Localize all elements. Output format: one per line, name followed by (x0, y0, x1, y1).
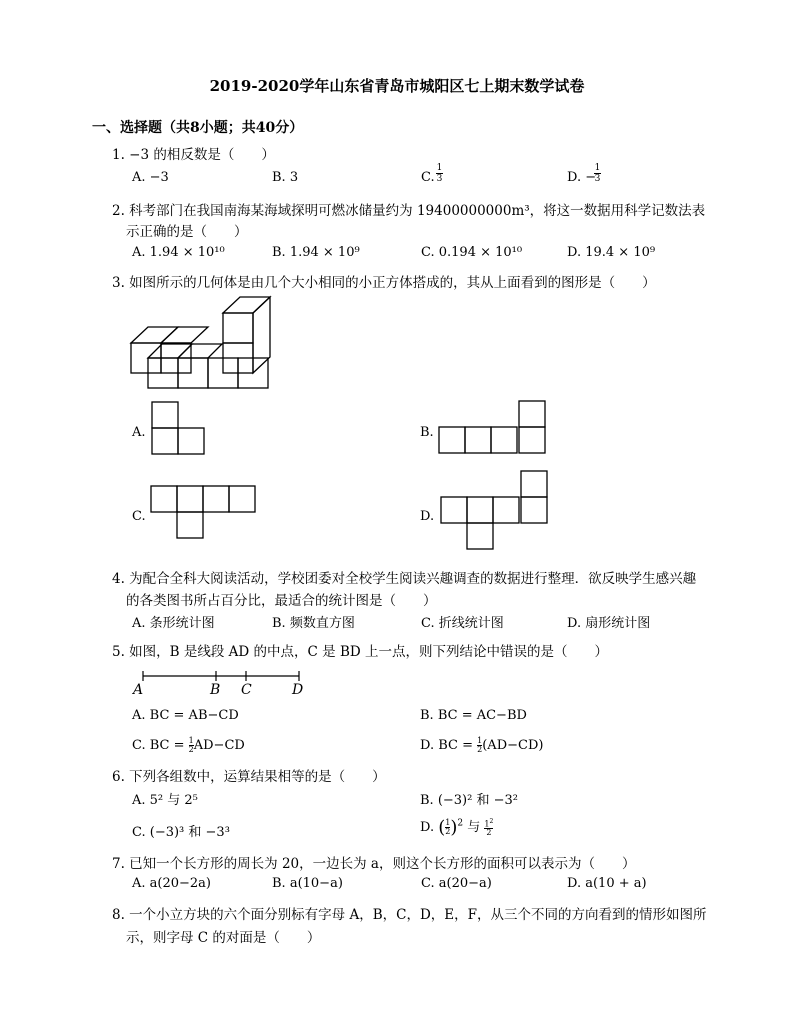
q3-option-a: A. (132, 425, 146, 440)
q6-d-paren: ( (438, 817, 446, 838)
q2-option-d: D. 19.4 × 10⁹ (567, 245, 656, 260)
frac-num: 1 (445, 818, 451, 827)
q6-option-a: A. 5² 与 2⁵ (132, 793, 198, 808)
q3-stem: 3. 如图所示的几何体是由几个大小相同的小正方体搭成的，其从上面看到的图形是（ ） (112, 275, 656, 291)
q5-point-d: D (292, 682, 304, 698)
cube-top (161, 327, 208, 343)
q6-d-prefix: D. (420, 820, 435, 835)
q2-stem-line1: 2. 科考部门在我国南海某海域探明可燃冰储量约为 19400000000m³，将这一数据用科学记数法表 (112, 203, 706, 219)
q4-option-c: C. 折线统计图 (421, 616, 504, 631)
q3-option-c: C. (132, 509, 146, 524)
frac-den: 3 (594, 174, 601, 184)
cube-face (223, 313, 253, 343)
q4-stem-line1: 4. 为配合全科大阅读活动，学校团委对全校学生阅读兴趣调查的数据进行整理．欲反映学生感兴趣 (112, 571, 697, 587)
q2-stem-line2: 示正确的是（ ） (126, 224, 248, 240)
q3-option-b: B. (420, 425, 434, 440)
frac-den: 3 (436, 174, 443, 184)
q5-option-d (420, 737, 543, 754)
q6-stem: 6. 下列各组数中，运算结果相等的是（ ） (112, 769, 386, 785)
q3-option-c-figure (151, 486, 255, 538)
cube-top (178, 344, 222, 358)
section-heading: 一、选择题（共8小题；共40分） (92, 120, 304, 136)
q1-option-a: A. −3 (132, 170, 169, 185)
q5-option-b: B. BC = AC−BD (420, 708, 527, 723)
q6-option-d: D. ( $\frac{1}{2}$ )$^2$ 与 $\frac{1^2}{2}$ (420, 817, 494, 838)
q4-option-d: D. 扇形统计图 (567, 616, 651, 631)
cube-top (131, 327, 178, 343)
q5-segment-figure (143, 671, 299, 681)
q2-option-b: B. 1.94 × 10⁹ (272, 245, 360, 260)
q7-option-d: D. a(10 + a) (567, 876, 647, 891)
q5-d-suffix: (AD−CD) (482, 738, 544, 753)
page-title: 2019-2020学年山东省青岛市城阳区七上期末数学试卷 (209, 77, 585, 95)
q4-stem-line2: 的各类图书所占百分比，最适合的统计图是（ ） (126, 593, 437, 609)
q5-option-c (132, 737, 245, 754)
q5-point-b: B (210, 682, 221, 698)
q3-option-d: D. (420, 509, 435, 524)
q3-option-d-figure (441, 471, 547, 549)
q1-stem: 1. −3 的相反数是（ ） (112, 147, 275, 163)
q7-stem: 7. 已知一个长方形的周长为 20，一边长为 a，则这个长方形的面积可以表示为（ ） (112, 856, 636, 872)
q3-option-a-figure (152, 402, 204, 454)
q1-option-d: D. − (567, 170, 597, 185)
q6-option-c: C. (−3)³ 和 −3³ (132, 825, 230, 840)
frac-num: 1 (594, 163, 601, 173)
frac-den: 2 (486, 828, 492, 838)
q7-option-c: C. a(20−a) (421, 876, 492, 891)
q8-stem-line2: 示，则字母 C 的对面是（ ） (126, 930, 321, 946)
frac-den: 2 (445, 827, 451, 836)
q7-option-a: A. a(20−2a) (132, 876, 212, 891)
q6-d-connector: 与 (467, 820, 481, 835)
q5-point-c: C (241, 682, 252, 698)
q1-option-c: C. (421, 170, 435, 185)
frac-num: 1 (188, 736, 194, 745)
q5-c-prefix: C. BC = (132, 738, 185, 753)
q3-solid-figure (131, 297, 270, 388)
q4-option-a: A. 条形统计图 (132, 616, 215, 631)
cube-top (223, 297, 270, 313)
q3-option-b-figure (439, 401, 545, 453)
frac-num: 1 (436, 163, 443, 173)
q5-point-a: A (133, 682, 144, 698)
q5-c-suffix: AD−CD (193, 738, 245, 753)
q5-option-a: A. BC = AB−CD (132, 708, 239, 723)
q7-option-b: B. a(10−a) (272, 876, 343, 891)
q5-d-prefix: D. BC = (420, 738, 473, 753)
q2-option-c: C. 0.194 × 10¹⁰ (421, 245, 523, 260)
frac-den: 2 (477, 745, 483, 754)
q2-option-a: A. 1.94 × 10¹⁰ (132, 245, 225, 260)
q6-option-b: B. (−3)² 和 −3² (420, 793, 518, 808)
q1-option-b: B. 3 (272, 170, 299, 185)
q5-stem: 5. 如图，B 是线段 AD 的中点，C 是 BD 上一点，则下列结论中错误的是（ ） (112, 644, 608, 660)
frac-num: 1 (477, 736, 483, 745)
q6-d-frac2: $\frac{1^2}{2}$ (484, 817, 494, 838)
q8-stem-line1: 8. 一个小立方块的六个面分别标有字母 A，B，C，D，E，F，从三个不同的方向看到的情形如图所 (112, 907, 707, 923)
frac-den: 2 (188, 745, 194, 754)
q4-option-b: B. 频数直方图 (272, 616, 355, 631)
